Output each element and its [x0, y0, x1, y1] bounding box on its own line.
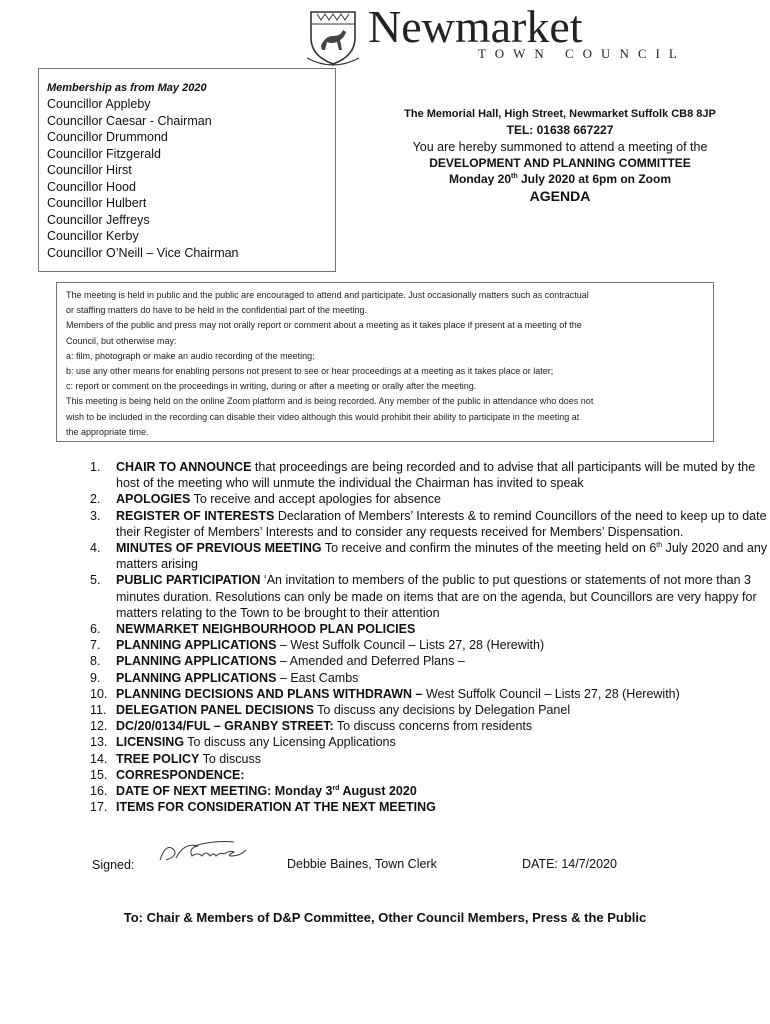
- agenda-item-number: 11.: [90, 703, 107, 718]
- signed-label: Signed:: [92, 858, 135, 872]
- agenda-item-text-continued: July 2020 and any matters arising: [116, 541, 768, 572]
- agenda-item: [90, 491, 770, 507]
- notice-line: the appropriate time.: [66, 426, 149, 437]
- member-name: Councillor Kerby: [47, 229, 139, 243]
- agenda-item-title: CORRESPONDENCE:: [116, 767, 245, 782]
- signed-date: DATE: 14/7/2020: [522, 857, 617, 871]
- agenda-item-text: West Suffolk Council – Lists 27, 28 (Herewith): [422, 686, 680, 701]
- agenda-item: [90, 653, 770, 669]
- agenda-item-text: To discuss: [199, 751, 261, 766]
- agenda-item-title: APOLOGIES: [116, 492, 191, 507]
- member-name: Councillor Fitzgerald: [47, 146, 161, 161]
- agenda-item-text: ‘An invitation to members of the public to put questions or statements of not more than 3 minutes duration. Resolutions can only be made on items that are on the agenda, but Councillors are very happy for matters relating to the Town to be brought to their attention: [116, 573, 757, 620]
- membership-box: [38, 68, 336, 272]
- agenda-item: [90, 459, 770, 491]
- agenda-item: [90, 767, 770, 783]
- handwritten-signature: [154, 838, 274, 870]
- membership-list: [47, 96, 335, 261]
- member-name: Councillor Drummond: [47, 130, 168, 144]
- agenda-item-title: DATE OF NEXT MEETING: Monday 3: [116, 784, 333, 799]
- agenda-item: [90, 734, 770, 750]
- agenda-item-title: PLANNING APPLICATIONS: [116, 654, 277, 669]
- agenda-item-title: TREE POLICY: [116, 751, 200, 766]
- meeting-telephone: TEL: 01638 667227: [506, 123, 614, 137]
- member-name: Councillor Hulbert: [47, 196, 147, 210]
- member-name: Councillor Jeffreys: [47, 212, 150, 227]
- member-name: Councillor Hirst: [47, 163, 132, 177]
- agenda-item-number: 14.: [90, 751, 108, 766]
- agenda-item-title: NEWMARKET NEIGHBOURHOOD PLAN POLICIES: [116, 622, 416, 637]
- agenda-item-text: To discuss any decisions by Delegation Panel: [313, 703, 571, 718]
- recording-notice-box: [56, 282, 714, 442]
- agenda-item-text: – West Suffolk Council – Lists 27, 28 (Herewith): [276, 638, 545, 653]
- agenda-item-text: that proceedings are being recorded and to advise that all participants will be muted by the host of the meeting who will unmute the individual the Chairman has invited to speak: [116, 460, 756, 491]
- brand-subtitle: TOWN COUNCIL: [478, 46, 686, 61]
- agenda-item: [90, 686, 770, 702]
- notice-line: b: use any other means for enabling persons not present to see or hear proceedings at a meeting as it takes place or later;: [66, 366, 554, 377]
- agenda-item-title: REGISTER OF INTERESTS: [116, 508, 275, 523]
- agenda-item-text: To discuss concerns from residents: [333, 719, 533, 734]
- membership-title: Membership as from May 2020: [47, 82, 207, 94]
- agenda-item-title-continued: August 2020: [339, 784, 417, 799]
- agenda-item-text: To receive and confirm the minutes of the meeting held on 6: [321, 541, 657, 556]
- member-name: Councillor O’Neill – Vice Chairman: [47, 245, 239, 260]
- meeting-info: [360, 104, 760, 205]
- meeting-venue: The Memorial Hall, High Street, Newmarket Suffolk CB8 8JP: [404, 108, 716, 120]
- committee-name: DEVELOPMENT AND PLANNING COMMITTEE: [429, 156, 691, 170]
- member-name: Councillor Appleby: [47, 97, 151, 111]
- brand-name: Newmarket: [368, 1, 583, 52]
- ordinal-suffix: th: [656, 541, 663, 549]
- summon-text: You are hereby summoned to attend a meeting of the: [412, 140, 708, 154]
- agenda-item-number: 7.: [90, 638, 101, 653]
- agenda-item: [90, 783, 770, 799]
- agenda-item: [90, 718, 770, 734]
- agenda-item-number: 13.: [90, 735, 108, 750]
- council-crest-logo: [303, 8, 363, 66]
- agenda-item-title: LICENSING: [116, 735, 185, 750]
- agenda-item-number: 8.: [90, 654, 101, 669]
- notice-line: Council, but otherwise may:: [66, 335, 177, 346]
- agenda-item: [90, 637, 770, 653]
- agenda-item-title: DELEGATION PANEL DECISIONS: [116, 703, 314, 718]
- agenda-item: [90, 799, 770, 815]
- agenda-item-title: ITEMS FOR CONSIDERATION AT THE NEXT MEETING: [116, 800, 436, 815]
- agenda-item: [90, 540, 770, 572]
- agenda-item-title: DC/20/0134/FUL – GRANBY STREET:: [116, 719, 334, 734]
- member-name: Councillor Hood: [47, 179, 136, 194]
- agenda-item: [90, 670, 770, 686]
- agenda-item-text: – Amended and Deferred Plans –: [276, 654, 465, 669]
- agenda-item-title: PLANNING APPLICATIONS: [116, 670, 277, 685]
- agenda-item-number: 1.: [90, 460, 101, 474]
- agenda-item-title: PUBLIC PARTICIPATION: [116, 573, 261, 588]
- agenda-item-number: 6.: [90, 622, 101, 637]
- notice-line: c: report or comment on the proceedings in writing, during or after a meeting or orally after the meeting.: [66, 381, 477, 392]
- agenda-item-title: MINUTES OF PREVIOUS MEETING: [116, 541, 322, 556]
- notice-line: This meeting is being held on the online Zoom platform and is being recorded. Any member of the public in attendance who does not: [66, 396, 594, 407]
- notice-line: wish to be included in the recording can disable their video although this would prohibit their ability to participate in the meeting at: [66, 411, 580, 422]
- agenda-item-number: 17.: [90, 800, 108, 815]
- agenda-item: [90, 621, 770, 637]
- agenda-item-number: 15.: [90, 767, 108, 782]
- notice-line: a: film, photograph or make an audio recording of the meeting;: [66, 350, 315, 361]
- agenda-item-text: To discuss any Licensing Applications: [184, 735, 396, 750]
- agenda-item-title: CHAIR TO ANNOUNCE: [116, 460, 252, 474]
- notice-line: The meeting is held in public and the public are encouraged to attend and participate. Just occasionally matters such as contractual: [66, 290, 589, 300]
- agenda-item-number: 2.: [90, 492, 101, 507]
- agenda-list: [90, 459, 770, 815]
- agenda-item: [90, 702, 770, 718]
- agenda-item-number: 9.: [90, 670, 101, 685]
- agenda-item: [90, 508, 770, 540]
- clerk-name: Debbie Baines, Town Clerk: [287, 857, 437, 871]
- agenda-item-number: 3.: [90, 508, 101, 523]
- agenda-item-title: PLANNING DECISIONS AND PLANS WITHDRAWN –: [116, 686, 423, 701]
- agenda-heading: AGENDA: [529, 188, 591, 204]
- agenda-item: [90, 751, 770, 767]
- agenda-item-text: – East Cambs: [276, 670, 359, 685]
- agenda-item-number: 16.: [90, 784, 108, 799]
- agenda-item-number: 12.: [90, 719, 108, 734]
- agenda-item-text: Declaration of Members’ Interests & to remind Councillors of the need to keep up to date their Register of Members’ Interests and to consider any requests received for Members’ Dispensation.: [116, 508, 767, 539]
- meeting-date: Monday 20th July 2020 at 6pm on Zoom: [449, 172, 671, 186]
- notice-line: or staffing matters do have to be held in the confidential part of the meeting.: [66, 305, 368, 316]
- agenda-item-number: 5.: [90, 573, 101, 588]
- agenda-item-number: 10.: [90, 686, 108, 701]
- agenda-item-number: 4.: [90, 541, 101, 556]
- notice-line: Members of the public and press may not orally report or comment about a meeting as it takes place if present at a meeting of the: [66, 320, 582, 331]
- member-name: Councillor Caesar - Chairman: [47, 113, 212, 128]
- distribution-line: To: Chair & Members of D&P Committee, Other Council Members, Press & the Public: [123, 910, 647, 925]
- agenda-item: [90, 572, 770, 621]
- ordinal-suffix: rd: [332, 784, 340, 792]
- agenda-item-text: To receive and accept apologies for absence: [190, 492, 441, 507]
- agenda-item-title: PLANNING APPLICATIONS: [116, 638, 277, 653]
